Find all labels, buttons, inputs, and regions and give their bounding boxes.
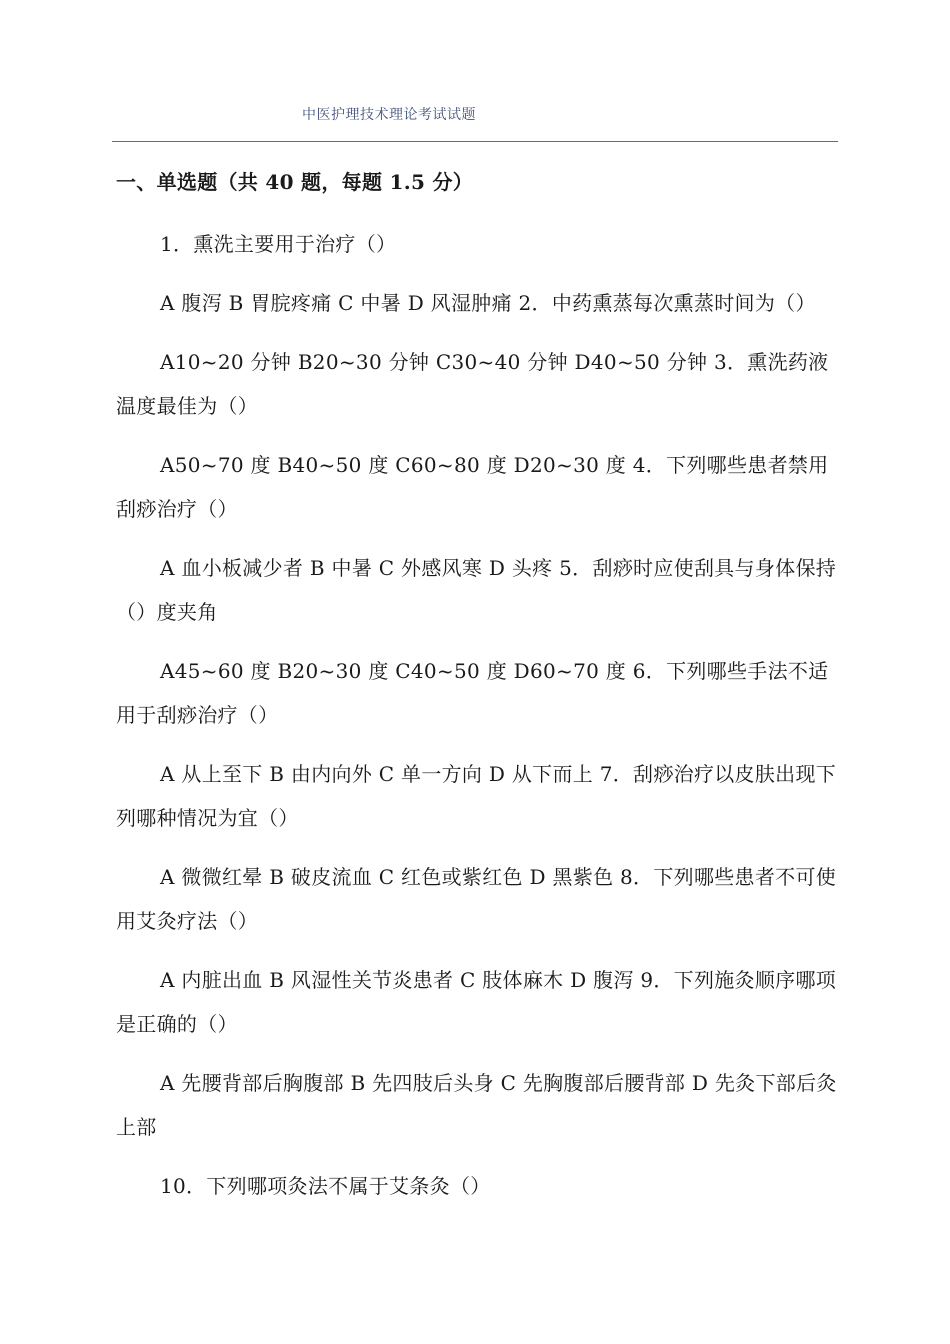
section-heading: 一、单选题（共 40 题，每题 1.5 分） [116,170,474,194]
paragraph: A45~60 度 B20~30 度 C40~50 度 D60~70 度 6．下列哪些手法不适用于刮痧治疗（） [116,659,829,727]
paragraph: A10~20 分钟 B20~30 分钟 C30~40 分钟 D40~50 分钟 3．熏洗药液温度最佳为（） [116,350,829,418]
paragraph: A 先腰背部后胸腹部 B 先四肢后头身 C 先胸腹部后腰背部 D 先灸下部后灸上部 [116,1071,837,1139]
paragraph: A 血小板减少者 B 中暑 C 外感风寒 D 头疼 5．刮痧时应使刮具与身体保持（）度夹角 [116,556,837,624]
paragraph: A 微微红晕 B 破皮流血 C 红色或紫红色 D 黑紫色 8．下列哪些患者不可使用艾灸疗法（） [116,865,837,933]
header-divider [112,141,838,142]
paragraph: A 内脏出血 B 风湿性关节炎患者 C 肢体麻木 D 腹泻 9．下列施灸顺序哪项是正确的（） [116,968,837,1036]
paragraph: 1．熏洗主要用于治疗（） [160,232,397,256]
paragraph: 10．下列哪项灸法不属于艾条灸（） [160,1174,491,1198]
question-list [116,222,838,1223]
paragraph: A 腹泻 B 胃脘疼痛 C 中暑 D 风湿肿痛 2．中药熏蒸每次熏蒸时间为（） [160,291,816,315]
paragraph: A 从上至下 B 由内向外 C 单一方向 D 从下而上 7．刮痧治疗以皮肤出现下列哪种情况为宜（） [116,762,837,830]
document-header-title: 中医护理技术理论考试试题 [302,107,476,123]
paragraph: A50~70 度 B40~50 度 C60~80 度 D20~30 度 4．下列哪些患者禁用刮痧治疗（） [116,453,829,521]
